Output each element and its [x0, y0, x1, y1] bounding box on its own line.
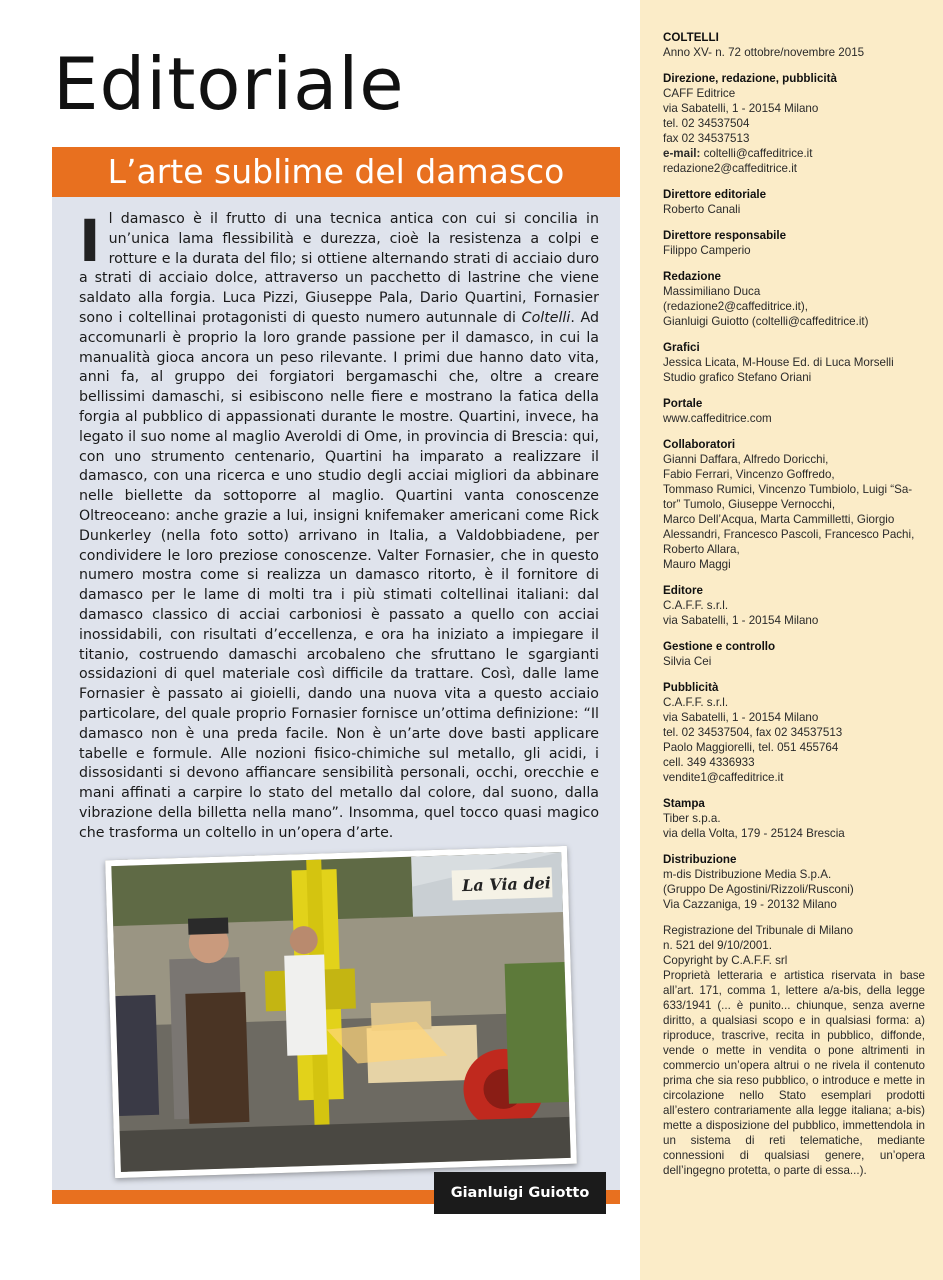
section-line: Alessandri, Francesco Pascoli, Francesco Pachi,: [663, 528, 915, 541]
body-text-part1: l damasco è il frutto di una tecnica antica con cui si concilia in un’unica lama flessibilità e durezza, cioè la resistenza a colpi e rotture e la durata del filo; si ottiene alternando strati di acciaio duro a strati di acciaio dolce, attraverso un pacchetto di lastrine che viene saldato alla forgia. Luca Pizzi, Giuseppe Pala, Dario Quartini, Fornasier sono i coltellinai protagonisti di questo numero autunnale di: [79, 211, 599, 326]
masthead-header: [663, 30, 925, 60]
masthead-section-grafici: [663, 340, 925, 385]
section-line: Mauro Maggi: [663, 558, 731, 571]
section-line: Tommaso Rumici, Vincenzo Tumbiolo, Luigi “Sa-: [663, 483, 913, 496]
section-line: (redazione2@caffeditrice.it),: [663, 300, 808, 313]
section-line: cell. 349 4336933: [663, 756, 755, 769]
section-heading: Pubblicità: [663, 681, 719, 694]
headline-banner: L’arte sublime del damasco: [52, 147, 620, 197]
section-heading: Direzione, redazione, pubblicità: [663, 72, 837, 85]
masthead-section-direttore-editoriale: [663, 187, 925, 217]
masthead-section-distribuzione: [663, 852, 925, 912]
section-line: Via Cazzaniga, 19 - 20132 Milano: [663, 898, 837, 911]
section-line: tel. 02 34537504: [663, 117, 750, 130]
copyright-line: Copyright by C.A.F.F. srl: [663, 954, 788, 967]
section-line: m-dis Distribuzione Media S.p.A.: [663, 868, 832, 881]
email-line: [663, 146, 925, 161]
page-title: Editoriale: [53, 42, 405, 126]
section-line: Roberto Allara,: [663, 543, 740, 556]
section-line: Massimiliano Duca: [663, 285, 761, 298]
article-body: [79, 207, 599, 844]
section-line: tel. 02 34537504, fax 02 34537513: [663, 726, 843, 739]
section-line: C.A.F.F. s.r.l.: [663, 696, 729, 709]
section-line: Studio grafico Stefano Oriani: [663, 371, 812, 384]
body-text-part2: . Ad accomunarli è proprio la loro grande passione per il damasco, in cui la manualità gioca ancora un peso rilevante. I primi due hanno dato vita, anni fa, al gruppo dei forgiatori bergamaschi che, oltre a creare bellissimi damaschi, si esibiscono nelle fiere e mostrano la fatica della forgia al pubblico di appassionati durante le mostre. Quartini, invece, ha legato il suo nome al maglio Averoldi di Ome, in provincia di Brescia: qui, con uno strumento centenario, Quartini ha imparato a realizzare il damasco, con una ricerca e uno studio degli acciai migliori da abbinare nelle biellette da sottoporre al maglio. Quartini vanta conoscenze Oltreoceano: anche grazie a lui, insigni knifemaker americani come Rick Dunkerley (nella foto sotto) arrivano in Italia, a Valdobbiadene, per condividere le loro preziose conoscenze. Valter Fornasier, che in questo numero mostra come si realizza un damasco ritorto, è il fornitore di damasco per le lame di molti tra i più stimati coltellinai italiani: dal damasco classico di acciai carboniosi è passato a quello con acciai inossidabili, con risultati d’eccellenza, e ora ha iniziato a impiegare il titanio, costruendo damaschi arcobaleno che sfruttano le sgargianti ossidazioni di quel materiale così difficile da trattare. Così, dalle lame Fornasier è passato ai gioielli, dando una nuova vita a questo acciaio particolare, del quale proprio Fornasier fornisce un’ottima definizione: “Il damasco non è una preda facile. Non è un’arte dove basti applicare tabelle e formule. Alle nozioni fisico-chimiche sul metallo, gli acidi, i dissosidanti si devono affiancare sensibilità personali, occhi, orecchie e mani affinati a carpire lo stato del metallo dal colore, dal suono, dalla vibrazione della billetta nella mano”. Insomma, quel tocco quasi magico che trasforma un coltello in un’opera d’arte.: [79, 309, 599, 841]
section-heading: Gestione e controllo: [663, 640, 776, 653]
masthead-section-stampa: [663, 796, 925, 841]
section-heading: Portale: [663, 397, 703, 410]
masthead-section-gestione: [663, 639, 925, 669]
section-line: CAFF Editrice: [663, 87, 736, 100]
section-line: Roberto Canali: [663, 203, 741, 216]
section-line: Jessica Licata, M-House Ed. di Luca Morselli: [663, 356, 894, 369]
section-heading: Redazione: [663, 270, 721, 283]
section-line: Filippo Camperio: [663, 244, 751, 257]
forge-photo: [105, 846, 577, 1178]
masthead-section-direzione: [663, 71, 925, 176]
section-line: Gianluigi Guiotto (coltelli@caffeditrice.it): [663, 315, 869, 328]
section-heading: Editore: [663, 584, 703, 597]
email-address: coltelli@caffeditrice.it: [703, 147, 813, 160]
issue-info: Anno XV- n. 72 ottobre/novembre 2015: [663, 46, 865, 59]
section-line: (Gruppo De Agostini/Rizzoli/Rusconi): [663, 883, 854, 896]
masthead-section-portale: [663, 396, 925, 426]
section-heading: Stampa: [663, 797, 705, 810]
masthead-section-collaboratori: [663, 437, 925, 572]
masthead-section-editore: [663, 583, 925, 628]
email-address: redazione2@caffeditrice.it: [663, 162, 798, 175]
magazine-name-italic: Coltelli: [521, 309, 571, 326]
masthead-section-redazione: [663, 269, 925, 329]
section-heading: Grafici: [663, 341, 700, 354]
drop-cap: I: [79, 207, 101, 275]
section-heading: Collaboratori: [663, 438, 736, 451]
section-line: C.A.F.F. s.r.l.: [663, 599, 729, 612]
author-byline: Gianluigi Guiotto: [434, 1172, 606, 1214]
email-label: e-mail:: [663, 147, 701, 160]
section-line: tor” Tumolo, Giuseppe Vernocchi,: [663, 498, 836, 511]
section-line: via Sabatelli, 1 - 20154 Milano: [663, 102, 819, 115]
registration-line: n. 521 del 9/10/2001.: [663, 939, 772, 952]
section-heading: Direttore editoriale: [663, 188, 767, 201]
masthead-section-pubblicita: [663, 680, 925, 785]
masthead: [663, 30, 925, 1178]
section-line: vendite1@caffeditrice.it: [663, 771, 784, 784]
section-heading: Distribuzione: [663, 853, 737, 866]
portal-url: www.caffeditrice.com: [663, 412, 772, 425]
legal-text: Proprietà letteraria e artistica riservata in base all’art. 171, comma 1, lettere a/a-bis, della legge 633/1941 (... è punito... chiunque, senza averne diritto, a qualsiasi scopo e in qualsiasi forma: a) riproduce, trascrive, recita in pubblico, diffonde, vende o mette in vendita o pone altrimenti in commercio un’opera altrui o ne rivela il contenuto prima che sia reso pubblico, o introduce e mette in circolazione nello Stato esemplari prodotti all’estero contrariamente alla legge italiana; a-bis) mette a disposizione del pubblico, immettendola in un sistema di reti telematiche, mediante connessioni di qualsiasi genere, un’opera dell’ingegno protetta, o parte di essa...).: [663, 969, 925, 1177]
forge-photo-illustration: [111, 852, 570, 1172]
section-line: Silvia Cei: [663, 655, 712, 668]
section-heading: Direttore responsabile: [663, 229, 787, 242]
legal-notice: [663, 923, 925, 1178]
magazine-name: COLTELLI: [663, 31, 719, 44]
section-line: Marco Dell’Acqua, Marta Cammilletti, Giorgio: [663, 513, 895, 526]
registration-line: Registrazione del Tribunale di Milano: [663, 924, 854, 937]
photo-sign-text: La Via dei: [461, 873, 552, 896]
section-line: Fabio Ferrari, Vincenzo Goffredo,: [663, 468, 835, 481]
section-line: via della Volta, 179 - 25124 Brescia: [663, 827, 845, 840]
section-line: via Sabatelli, 1 - 20154 Milano: [663, 711, 819, 724]
section-line: Gianni Daffara, Alfredo Doricchi,: [663, 453, 829, 466]
masthead-section-direttore-responsabile: [663, 228, 925, 258]
section-line: Paolo Maggiorelli, tel. 051 455764: [663, 741, 839, 754]
section-line: fax 02 34537513: [663, 132, 750, 145]
section-line: Tiber s.p.a.: [663, 812, 721, 825]
section-line: via Sabatelli, 1 - 20154 Milano: [663, 614, 819, 627]
